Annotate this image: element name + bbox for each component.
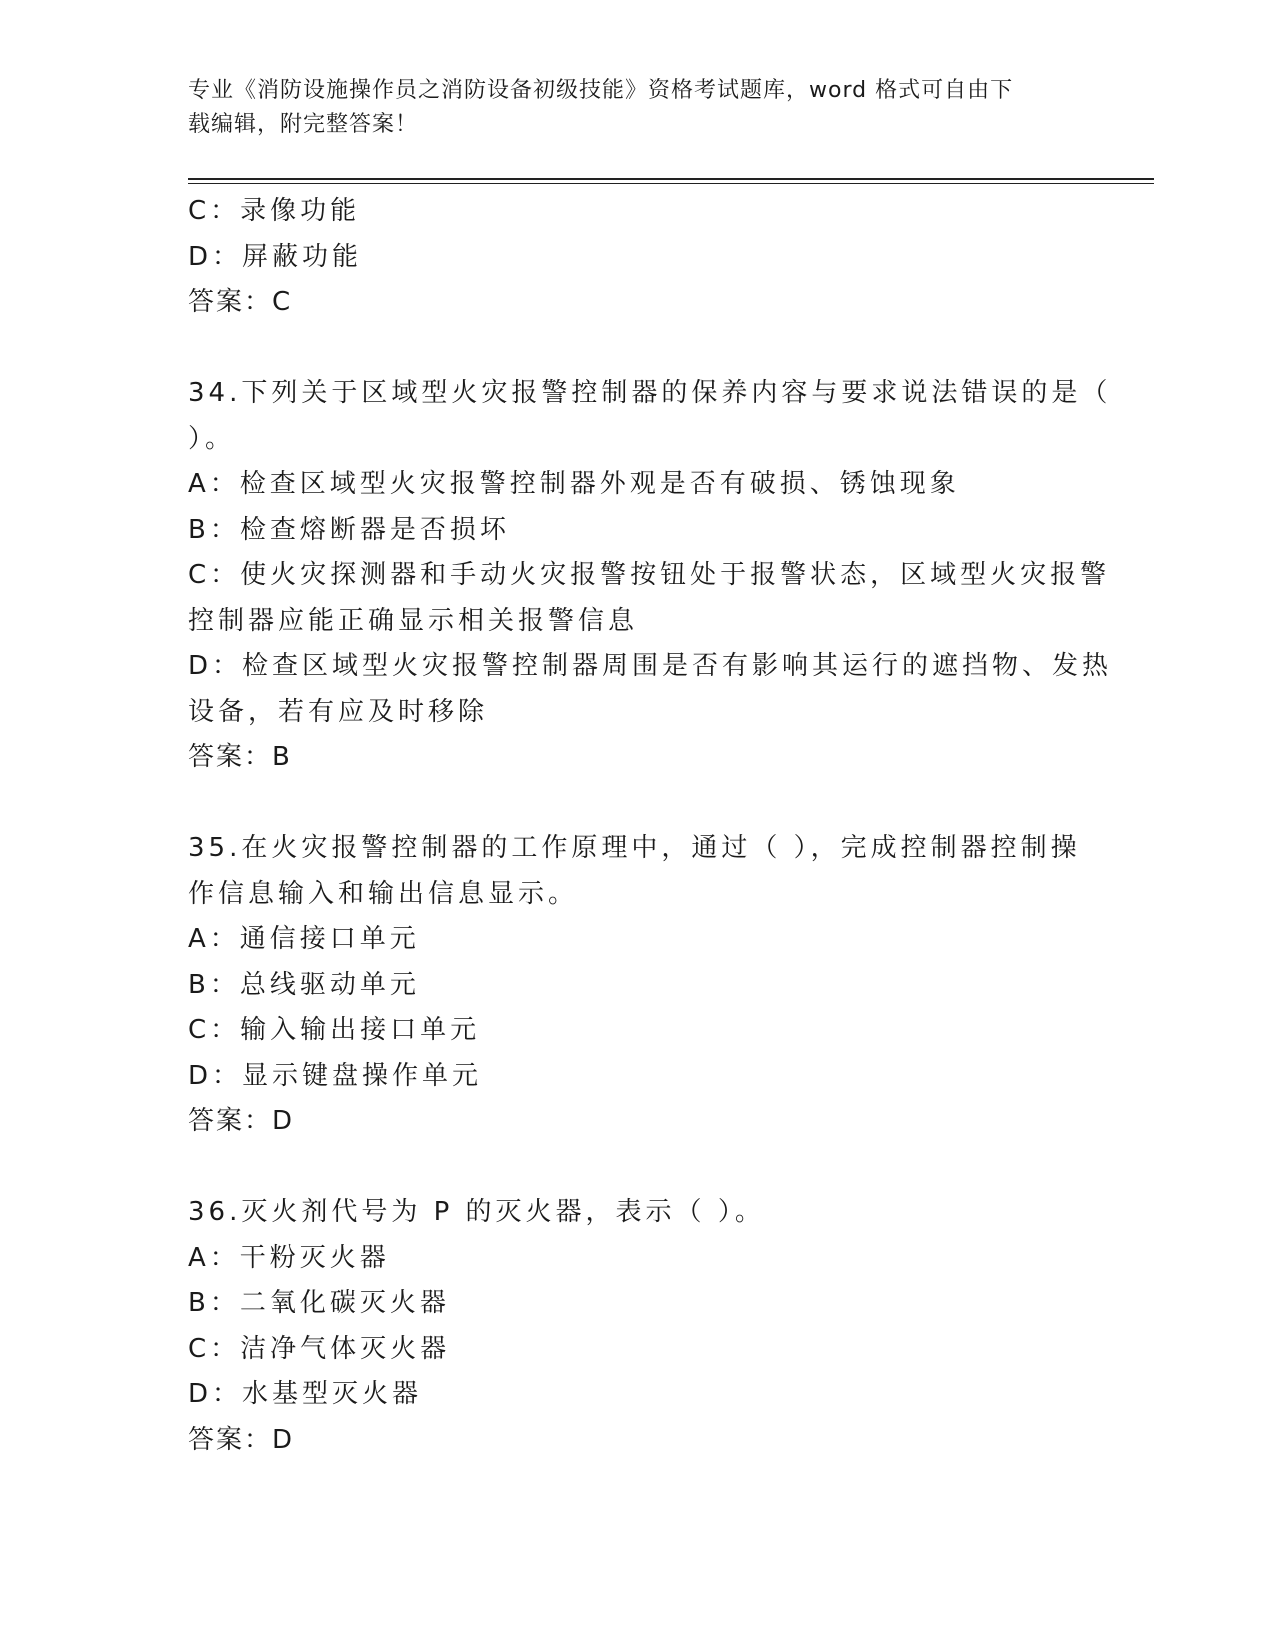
q33-option-d: D：屏蔽功能 bbox=[188, 241, 363, 272]
header-line-1: 专业《消防设施操作员之消防设备初级技能》资格考试题库，word 格式可自由下 bbox=[188, 78, 1014, 103]
q34-option-d-line-2: 设备，若有应及时移除 bbox=[188, 696, 489, 727]
header-divider-thick bbox=[188, 178, 1154, 180]
q35-stem-line-1: 35.在火灾报警控制器的工作原理中，通过（ ），完成控制器控制操 bbox=[188, 833, 1081, 863]
header-divider-thin bbox=[188, 183, 1154, 184]
spacer bbox=[188, 781, 1088, 827]
q36-stem: 36.灭火剂代号为 P 的灭火器，表示（ ）。 bbox=[188, 1197, 765, 1227]
q34-stem-line-1: 34.下列关于区域型火灾报警控制器的保养内容与要求说法错误的是（ bbox=[188, 378, 1112, 408]
q35-option-d: D：显示键盘操作单元 bbox=[188, 1060, 483, 1091]
q34-option-c-line-2: 控制器应能正确显示相关报警信息 bbox=[188, 605, 639, 636]
q36-option-d: D：水基型灭火器 bbox=[188, 1379, 423, 1409]
q35-stem-line-2: 作信息输入和输出信息显示。 bbox=[188, 878, 579, 909]
question-35 bbox=[188, 826, 1088, 1145]
question-34 bbox=[188, 371, 1113, 781]
q36-answer: 答案：D bbox=[188, 1424, 295, 1455]
q36-option-a: A：干粉灭火器 bbox=[188, 1242, 390, 1273]
q34-option-b: B：检查熔断器是否损坏 bbox=[188, 514, 510, 545]
q34-option-a: A：检查区域型火灾报警控制器外观是否有破损、锈蚀现象 bbox=[188, 469, 960, 499]
q34-option-d-line-1: D：检查区域型火灾报警控制器周围是否有影响其运行的遮挡物、发热 bbox=[188, 651, 1113, 681]
q34-answer: 答案：B bbox=[188, 742, 292, 772]
spacer bbox=[188, 1145, 1088, 1191]
q35-option-a: A：通信接口单元 bbox=[188, 924, 420, 954]
q33-option-c: C：录像功能 bbox=[188, 196, 361, 226]
q35-option-c: C：输入输出接口单元 bbox=[188, 1015, 481, 1045]
q34-option-c-line-1: C：使火灾探测器和手动火灾报警按钮处于报警状态，区域型火灾报警 bbox=[188, 560, 1111, 590]
q35-option-b: B：总线驱动单元 bbox=[188, 969, 420, 1000]
q35-answer: 答案：D bbox=[188, 1106, 295, 1136]
question-content bbox=[188, 189, 1113, 1463]
q33-answer: 答案：C bbox=[188, 287, 293, 317]
header-line-2: 载编辑，附完整答案！ bbox=[188, 112, 419, 137]
question-36 bbox=[188, 1190, 1088, 1463]
q36-option-c: C：洁净气体灭火器 bbox=[188, 1333, 451, 1364]
document-header bbox=[188, 74, 1068, 142]
q34-stem-line-2: ）。 bbox=[188, 423, 236, 454]
question-33-tail bbox=[188, 189, 1088, 326]
q36-option-b: B：二氧化碳灭火器 bbox=[188, 1288, 450, 1318]
spacer bbox=[188, 326, 1088, 372]
